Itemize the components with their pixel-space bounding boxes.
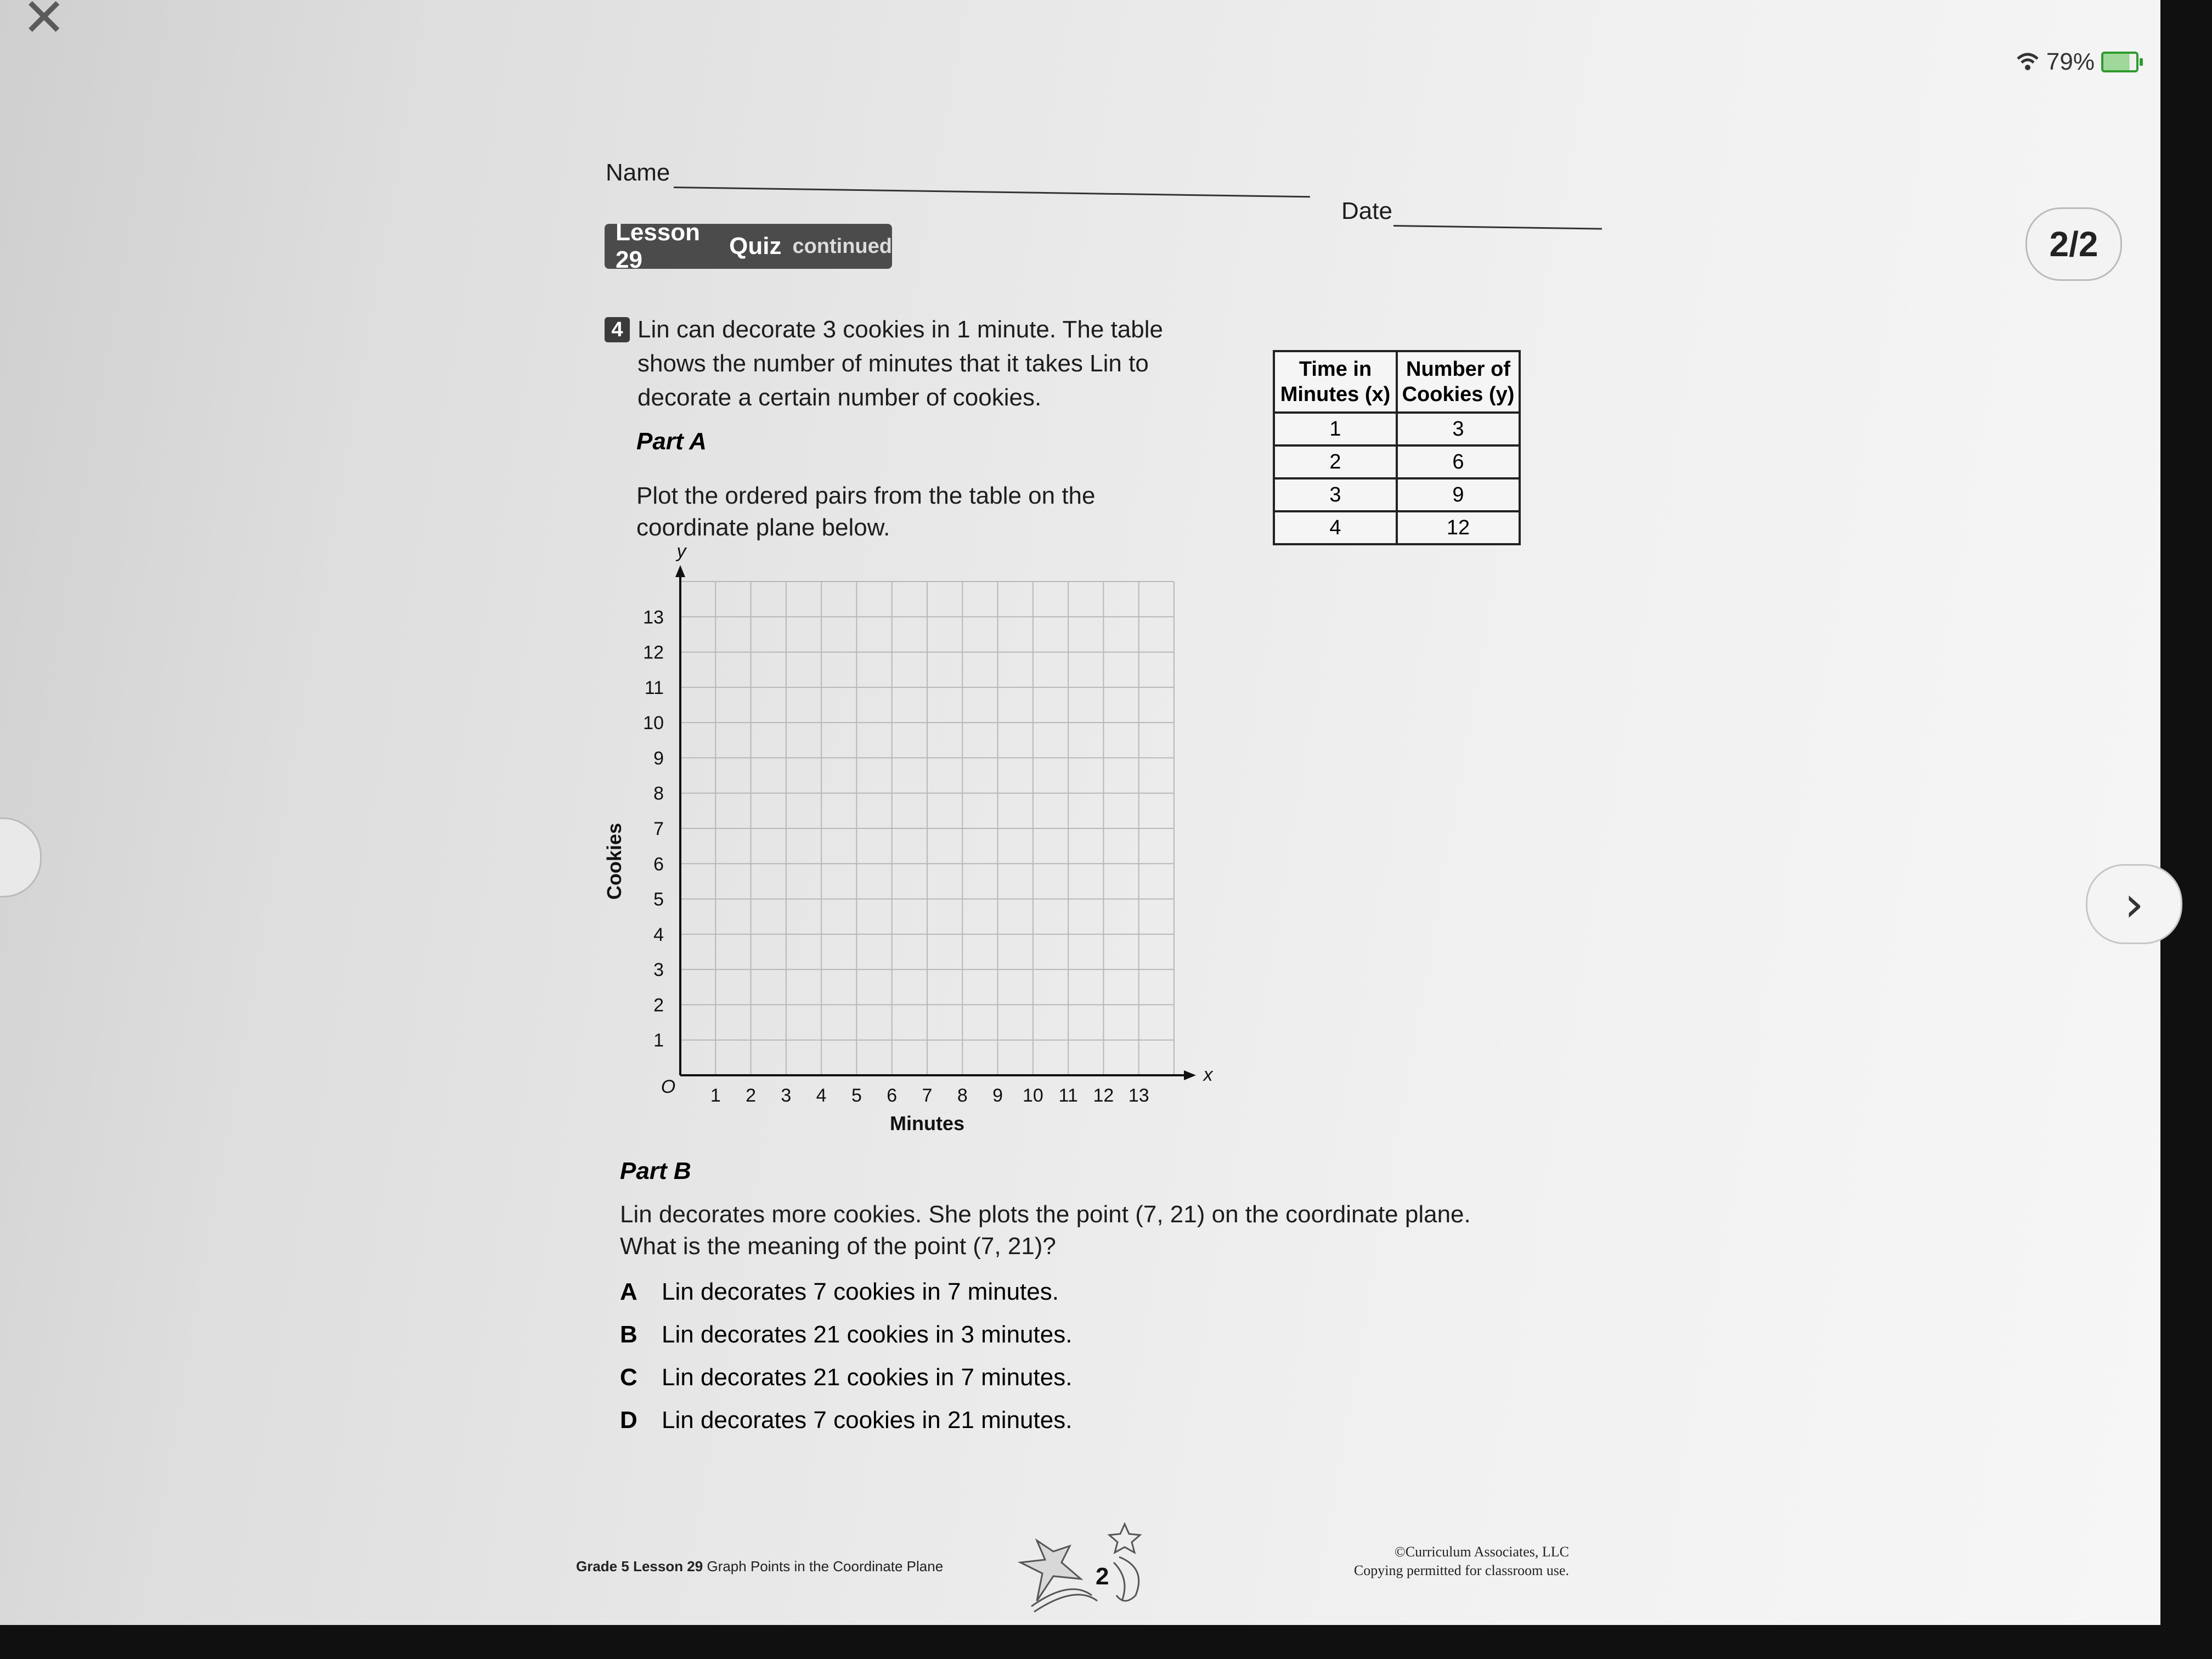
continued-label: continued xyxy=(792,234,892,258)
table-cell: 2 xyxy=(1274,445,1397,478)
page-indicator: 2/2 xyxy=(2025,207,2122,281)
choice-text: Lin decorates 7 cookies in 7 minutes. xyxy=(662,1278,1059,1305)
y-tick-label: 7 xyxy=(653,819,664,839)
choice-text: Lin decorates 21 cookies in 3 minutes. xyxy=(662,1321,1073,1348)
x-axis-variable: x xyxy=(1203,1064,1213,1085)
date-label: Date xyxy=(1341,198,1392,224)
table-header: Time in Minutes (x) xyxy=(1274,351,1397,413)
table-cell: 12 xyxy=(1397,511,1520,544)
part-a-label: Part A xyxy=(636,428,707,455)
x-tick-label: 2 xyxy=(746,1085,757,1106)
wifi-icon xyxy=(2016,52,2040,72)
copyright-line: ©Curriculum Associates, LLC xyxy=(1395,1544,1569,1560)
table-cell: 1 xyxy=(1274,413,1397,445)
table-row xyxy=(1274,478,1520,511)
part-b-question: What is the meaning of the point (7, 21)? xyxy=(620,1233,1056,1260)
table-row xyxy=(1274,413,1520,445)
part-b-text xyxy=(620,1199,1498,1262)
choice-b[interactable] xyxy=(620,1321,1072,1348)
y-tick-label: 12 xyxy=(643,642,664,663)
copyright-note: Copying permitted for classroom use. xyxy=(1353,1562,1569,1578)
part-b-label: Part B xyxy=(620,1158,691,1184)
x-tick-label: 8 xyxy=(957,1085,968,1106)
y-axis-variable: y xyxy=(676,541,686,562)
question-number: 4 xyxy=(605,317,630,342)
next-page-button[interactable] xyxy=(2086,864,2182,944)
y-tick-label: 2 xyxy=(653,995,664,1016)
choice-a[interactable] xyxy=(620,1278,1059,1306)
table-header: Number of Cookies (y) xyxy=(1397,351,1520,413)
y-tick-label: 11 xyxy=(644,677,664,698)
y-tick-label: 9 xyxy=(653,748,664,769)
x-tick-label: 7 xyxy=(922,1085,933,1106)
battery-percent: 79% xyxy=(2046,48,2095,75)
y-tick-label: 4 xyxy=(653,924,664,945)
table-cell: 4 xyxy=(1274,511,1397,544)
y-tick-label: 5 xyxy=(653,889,664,910)
name-field[interactable] xyxy=(674,187,1310,198)
y-axis-arrow xyxy=(675,565,685,577)
choice-text: Lin decorates 7 cookies in 21 minutes. xyxy=(662,1407,1073,1434)
footer-copyright xyxy=(1328,1543,1569,1580)
footer-grade: Grade 5 xyxy=(576,1558,629,1575)
x-tick-label: 11 xyxy=(1058,1085,1078,1106)
footer-page-number: 2 xyxy=(1096,1563,1109,1590)
worksheet-page xyxy=(549,143,1646,1624)
x-tick-label: 10 xyxy=(1022,1085,1043,1106)
x-tick-label: 5 xyxy=(851,1085,862,1106)
lesson-number: Lesson 29 xyxy=(616,219,701,273)
table-row xyxy=(1274,511,1520,544)
x-tick-label: 3 xyxy=(781,1085,792,1106)
y-tick-label: 1 xyxy=(653,1030,664,1051)
previous-page-button[interactable] xyxy=(0,817,42,898)
choice-letter: B xyxy=(620,1321,637,1348)
x-tick-label: 6 xyxy=(887,1085,898,1106)
footer-lesson-info xyxy=(576,1558,943,1575)
close-icon[interactable]: ✕ xyxy=(22,0,66,48)
choice-c[interactable] xyxy=(620,1364,1072,1391)
chevron-right-icon: › xyxy=(2124,875,2144,933)
star-logo xyxy=(1015,1519,1169,1617)
battery-icon xyxy=(2101,52,2138,72)
footer-topic: Graph Points in the Coordinate Plane xyxy=(707,1558,944,1575)
choice-text: Lin decorates 21 cookies in 7 minutes. xyxy=(662,1364,1073,1391)
x-tick-label: 1 xyxy=(710,1085,721,1106)
x-axis-arrow xyxy=(1184,1070,1196,1080)
x-tick-label: 4 xyxy=(816,1085,827,1106)
y-tick-label: 6 xyxy=(653,854,664,875)
lesson-badge xyxy=(605,219,892,273)
cookies-table xyxy=(1273,350,1521,545)
x-tick-label: 13 xyxy=(1128,1085,1149,1106)
status-bar xyxy=(2016,48,2138,76)
table-cell: 3 xyxy=(1274,478,1397,511)
y-tick-label: 3 xyxy=(653,960,664,981)
choice-letter: D xyxy=(620,1407,637,1434)
table-cell: 3 xyxy=(1397,413,1520,445)
table-cell: 6 xyxy=(1397,445,1520,478)
question-prompt: Lin can decorate 3 cookies in 1 minute. The table shows the number of minutes that it takes Lin to decorate a certain number of cookies. xyxy=(637,316,1164,411)
table-cell: 9 xyxy=(1397,478,1520,511)
part-a-instruction: Plot the ordered pairs from the table on the coordinate plane below. xyxy=(636,482,1096,541)
y-tick-label: 10 xyxy=(643,713,664,734)
coordinate-plane[interactable] xyxy=(603,541,1213,1163)
footer-lesson: Lesson 29 xyxy=(633,1558,703,1575)
table-row xyxy=(1274,445,1520,478)
x-tick-label: 9 xyxy=(992,1085,1003,1106)
choice-letter: C xyxy=(620,1364,637,1391)
part-b-text-line: Lin decorates more cookies. She plots the point (7, 21) on the coordinate plane. xyxy=(620,1201,1471,1228)
y-tick-label: 13 xyxy=(643,607,664,628)
x-tick-label: 12 xyxy=(1093,1085,1114,1106)
name-label: Name xyxy=(606,159,670,186)
quiz-label: Quiz xyxy=(729,233,782,259)
x-axis-title: Minutes xyxy=(889,1112,965,1135)
choice-letter: A xyxy=(620,1278,637,1305)
y-tick-label: 8 xyxy=(653,783,664,804)
choice-d[interactable] xyxy=(620,1407,1072,1434)
date-field[interactable] xyxy=(1393,225,1602,230)
table-header-row xyxy=(1274,351,1520,413)
y-axis-title: Cookies xyxy=(603,822,625,900)
origin-label: O xyxy=(661,1076,676,1097)
